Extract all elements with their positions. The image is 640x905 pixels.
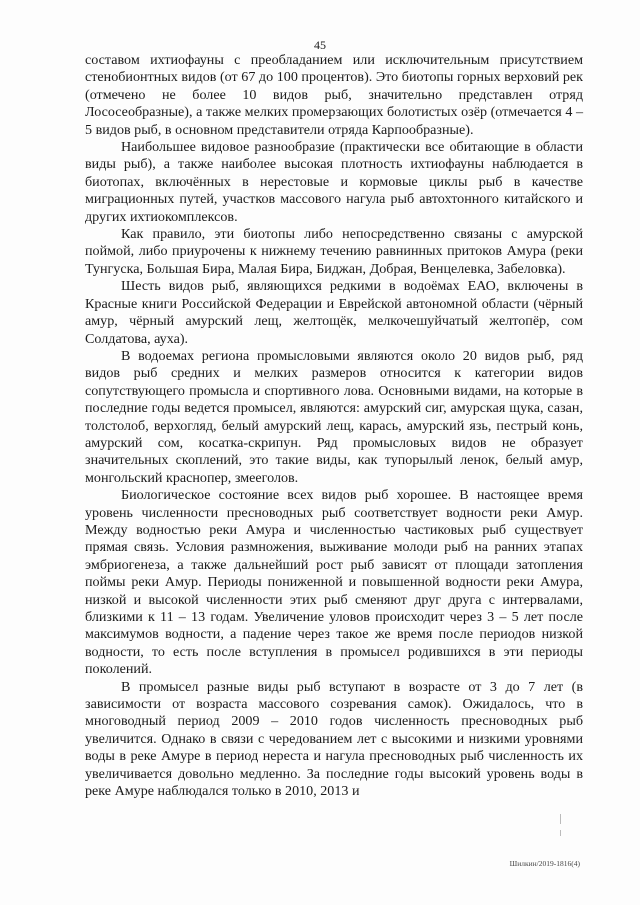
margin-mark: [560, 814, 561, 824]
text-line: видов рыб средних и мелких размеров относится к категории видов: [85, 365, 583, 382]
paragraph: [85, 139, 583, 226]
text-line: многоводный период 2009 – 2010 годов численность пресноводных рыб: [85, 713, 583, 730]
text-line: которые в последние годы ведется промысел, являются: амурский сиг,: [85, 382, 583, 417]
paragraph: [85, 52, 583, 139]
text-line: китайского и других ихтиокомплексов.: [85, 191, 584, 225]
text-line: (чёрный амур, чёрный амурский лещ, желтощёк, мелкочешуйчатый: [85, 295, 583, 330]
text-line: В промысел разные виды рыб вступают в возрасте от 3 до 7 лет: [121, 678, 564, 695]
text-line: амурская щука, сазан, толстолоб, верхогляд, белый амурский лещ, карась,: [85, 400, 583, 434]
text-line: увеличится. Однако в связи с чередованием лет с высокими и низкими: [85, 730, 521, 747]
text-line: происходит через 3 – 5 лет после максимумов водности, а падение через: [85, 609, 583, 643]
text-line: качестве миграционных путей, участков массового нагула рыб автохтонного: [85, 173, 583, 208]
text-line: В водоемах региона промысловыми являются около 20 видов рыб, ряд: [121, 347, 583, 364]
text-line: промысел родившихся в эти периоды поколений.: [85, 643, 584, 678]
text-line: (в зависимости от возраста массового созревания самок). Ожидалось, что в: [85, 678, 583, 713]
text-line: (реки Тунгуска, Большая Бира, Малая Бира, Биджан, Добрая, Венцелевка,: [85, 243, 583, 277]
text-line: затопления поймы реки Амур. Периоды пониженной и повышенной: [85, 556, 583, 591]
footer-code: Шилкин/2019-1816(4): [509, 859, 580, 868]
text-line: прямая связь. Условия размножения, выживание молоди рыб на ранних: [85, 539, 538, 556]
margin-mark: [560, 830, 561, 836]
paragraph: [85, 278, 583, 348]
text-line: высокий уровень воды в реке Амуре наблюдался только в 2010, 2013 и: [85, 765, 583, 800]
text-line: такое же время после периодов низкой водности, то есть после вступления в: [85, 626, 583, 660]
text-line: Шесть видов рыб, являющихся редкими в водоёмах ЕАО, включены в: [121, 278, 583, 295]
body-text: [85, 52, 583, 800]
text-line: стенобионтных видов (от 67 до 100 процентов). Это биотопы горных: [85, 69, 501, 86]
text-line: сопутствующего промысла и спортивного лова. Основными видами, на: [85, 382, 520, 399]
text-line: амурский язь, пестрый конь, амурский сом, косатка-скрипун. Ряд: [85, 417, 583, 451]
text-line: друга с интервалами, близкими к 11 – 13 годам. Увеличение уловов: [85, 591, 583, 625]
text-line: Между водностью реки Амура и численностью частиковых рыб существует: [85, 521, 583, 538]
text-line: желтопёр, сом Солдатова, ауха).: [85, 313, 583, 347]
text-line: уровнями воды в реке Амуре в период нереста и нагула пресноводных рыб: [85, 730, 583, 765]
text-line: численность их увеличивается довольно медленно. За последние годы: [85, 748, 583, 782]
text-line: верховий рек (отмечено не более 10 видов рыб, значительно представлен: [85, 69, 583, 103]
text-line: Биологическое состояние всех видов рыб хорошее. В настоящее время: [121, 487, 583, 504]
text-line: промысловых видов не образует значительных скоплений, это такие виды,: [85, 434, 583, 469]
text-line: Забеловка).: [497, 260, 566, 277]
page-number: 45: [314, 38, 326, 52]
paragraph: [85, 226, 583, 278]
paragraph: [85, 679, 583, 801]
text-line: области виды рыб), а также наиболее высокая плотность ихтиофауны: [85, 139, 583, 173]
paragraph: [85, 348, 583, 487]
text-line: Карпообразные).: [371, 121, 474, 138]
text-line: Наибольшее видовое разнообразие (практически все обитающие в: [121, 139, 531, 156]
text-line: (отмечается 4 – 5 видов рыб, в основном представители отряда: [85, 104, 583, 138]
text-line: поймой, либо приурочены к нижнему течению равнинных притоков Амура: [85, 243, 547, 260]
text-line: Красные книги Российской Федерации и Еврейской автономной области: [85, 295, 529, 312]
text-line: как тупорылый ленок, белый амур, монгольский краснопер, змееголов.: [85, 452, 583, 486]
text-line: этапах эмбриогенеза, а также дальнейший рост рыб зависят от площади: [85, 539, 583, 573]
text-line: водности реки Амура, низкой и высокой численности этих рыб сменяют друг: [85, 574, 583, 608]
text-line: наблюдается в биотопах, включённых в нерестовые и кормовые циклы рыб в: [85, 156, 583, 190]
paragraph: [85, 487, 583, 678]
text-line: составом ихтиофауны с преобладанием или исключительным присутствием: [85, 52, 583, 68]
text-line: Как правило, эти биотопы либо непосредственно связаны с амурской: [121, 226, 583, 243]
text-line: отряд Лососеобразные), а также мелких промерзающих болотистых озёр: [85, 86, 583, 121]
text-line: уровень численности пресноводных рыб соответствует водности реки Амур.: [85, 504, 583, 521]
